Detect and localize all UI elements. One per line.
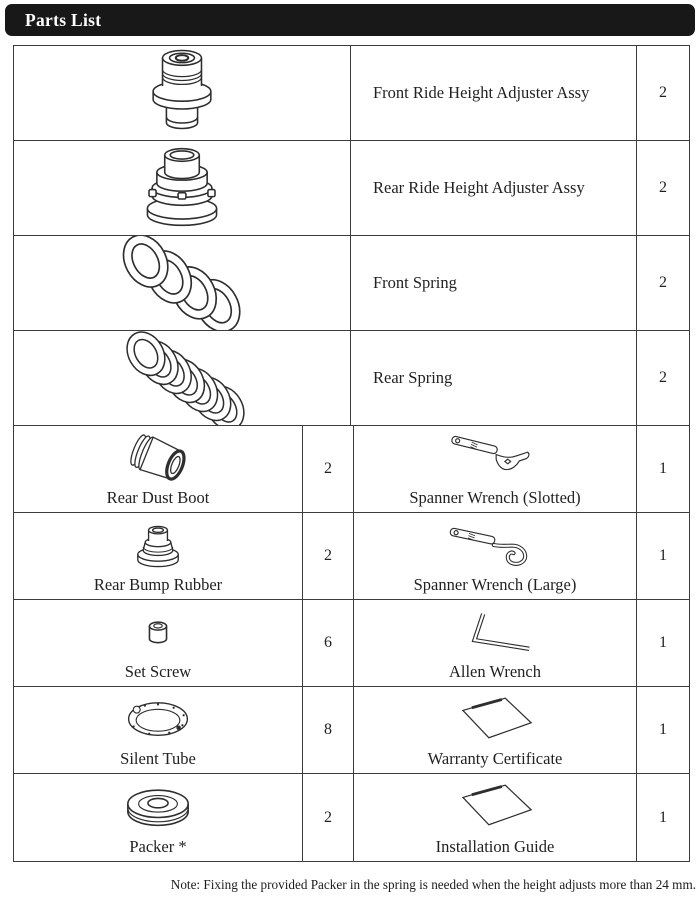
table-row [14,46,689,141]
part-qty: 2 [303,774,354,861]
table-row [14,774,689,861]
part-name: Front Ride Height Adjuster Assy [351,46,637,140]
table-row [14,513,689,600]
part-item-cell [354,774,637,861]
parts-table [13,45,690,862]
part-qty: 2 [303,426,354,512]
part-item-cell [354,513,637,599]
spanner-wrench-slotted-image [415,429,575,487]
page-title: Parts List [25,9,102,30]
part-qty: 2 [303,513,354,599]
part-qty: 8 [303,687,354,773]
part-name: Spanner Wrench (Large) [413,575,577,595]
allen-wrench-image [430,604,560,660]
part-item-cell [354,600,637,686]
table-row [14,331,689,426]
part-name: Silent Tube [120,749,196,769]
silent-tube-image [98,689,218,749]
installation-guide-image [430,777,560,835]
table-row [14,687,689,774]
part-name: Set Screw [124,662,192,682]
part-image-cell [14,46,351,140]
part-name: Rear Dust Boot [106,488,210,508]
part-qty: 2 [659,274,667,291]
part-item-cell [14,513,303,599]
rear-ride-height-adjuster-image [127,144,237,232]
part-qty: 1 [659,808,667,826]
part-qty: 2 [659,179,667,196]
front-spring-image [107,236,257,330]
part-item-cell [354,426,637,512]
part-name: Rear Spring [351,331,637,425]
page-header [5,4,695,36]
part-qty: 1 [659,721,667,738]
rear-spring-image [107,331,257,425]
rear-dust-boot-image [98,427,218,489]
packer-image [104,778,212,834]
table-row [14,426,689,513]
part-name: Front Spring [351,236,637,330]
part-qty: 2 [659,84,667,101]
part-item-cell [14,600,303,686]
part-image-cell [14,331,351,425]
rear-bump-rubber-image [117,514,199,576]
part-item-cell [14,774,303,861]
part-qty: 1 [659,547,667,564]
table-row [14,236,689,331]
part-image-cell [14,141,351,235]
part-name: Installation Guide [435,837,555,857]
part-name: Rear Ride Height Adjuster Assy [351,141,637,235]
footnote: Note: Fixing the provided Packer in the spring is needed when the height adjusts more than 24 mm. [170,877,696,892]
table-row [14,141,689,236]
part-name: Warranty Certificate [427,749,563,769]
part-qty: 6 [303,600,354,686]
part-qty: 1 [659,634,667,651]
spanner-wrench-large-image [415,516,575,574]
part-name: Allen Wrench [448,662,542,682]
front-ride-height-adjuster-image [134,47,230,139]
part-name: Rear Bump Rubber [93,575,223,595]
part-item-cell [14,687,303,773]
part-image-cell [14,236,351,330]
part-item-cell [14,426,303,512]
table-row [14,600,689,687]
part-item-cell [354,687,637,773]
part-name: Packer * [129,837,187,857]
part-qty: 1 [659,460,667,477]
part-name: Spanner Wrench (Slotted) [409,488,581,508]
warranty-certificate-image [430,690,560,748]
part-qty: 2 [659,369,667,386]
set-screw-image [134,608,182,656]
